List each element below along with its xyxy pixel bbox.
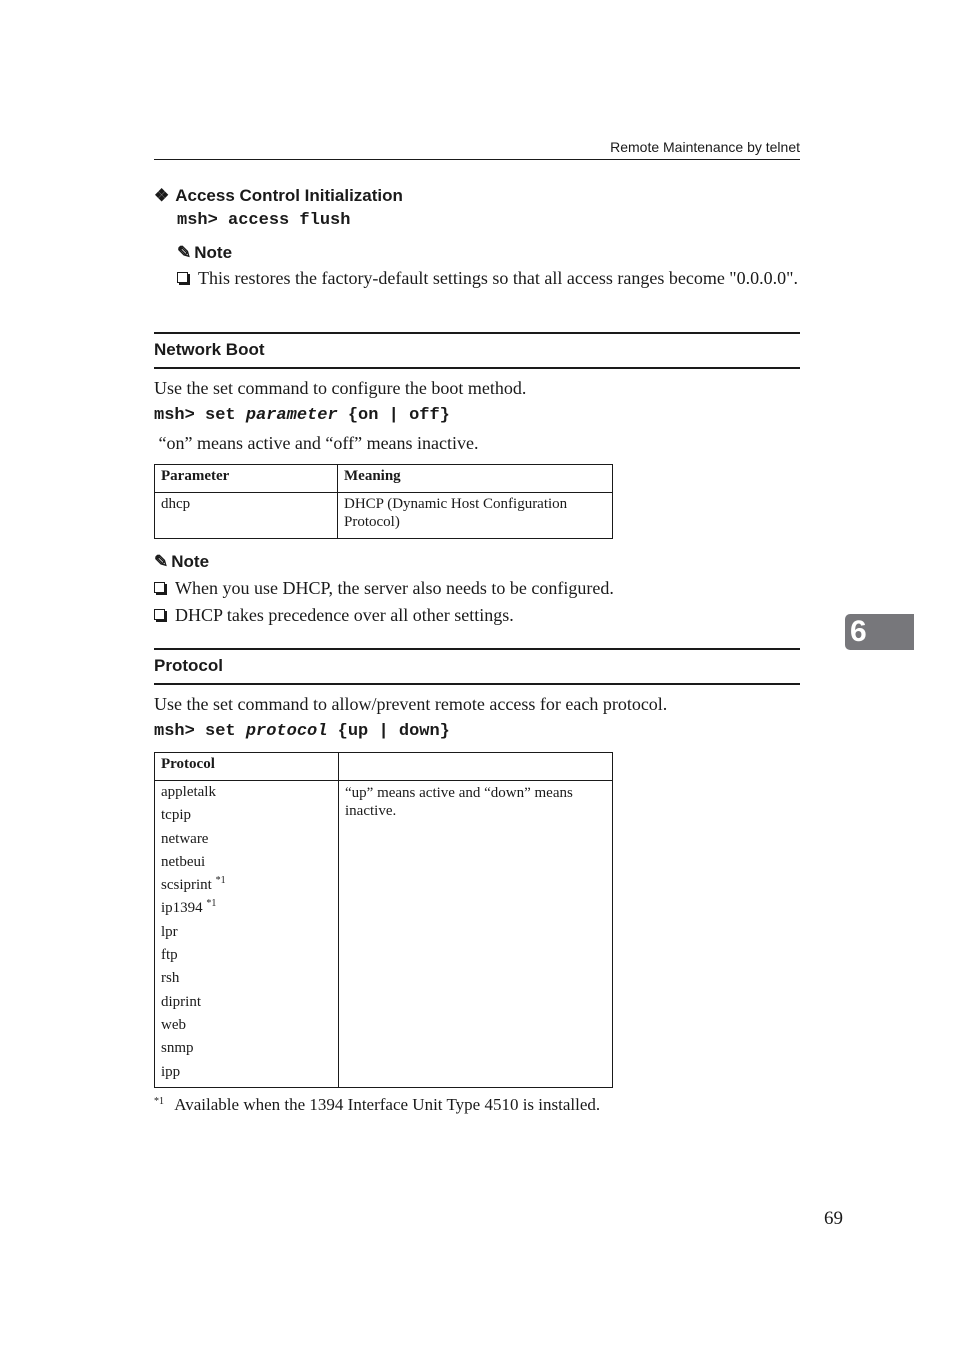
command-suffix: {on | off} [337,406,450,425]
table-row [155,493,613,539]
protocol-list [161,781,332,1084]
list-item: rsh [161,970,180,987]
table-header-row [155,465,613,493]
network-boot-heading: Network Boot [154,340,265,359]
footnote-marker: *1 [206,898,217,910]
pencil-icon: ✎ [177,243,192,262]
protocol-command [154,722,450,741]
note-label-1: Note [194,243,233,262]
list-item: netbeui [161,853,206,870]
list-item: tcpip [161,807,191,824]
list-item: diprint [161,993,201,1010]
protocol-table [154,752,613,1088]
network-boot-bottom-rule [154,367,800,369]
access-control-heading [154,186,403,206]
table-header-row [155,753,613,781]
note-item-dhcp-precedence [154,605,514,626]
parameter-table [154,464,613,539]
column-header-blank [339,753,613,781]
command-prefix: msh> set [154,406,246,425]
list-item: ipp [161,1063,181,1080]
access-control-heading-text: Access Control Initialization [175,186,403,205]
network-boot-intro: Use the set command to configure the boot method. [154,378,527,398]
protocol-heading: Protocol [154,656,223,675]
table-row [155,781,613,1088]
list-item: lpr [161,923,178,940]
footnote-text: Available when the 1394 Interface Unit Type 4510 is installed. [174,1095,601,1114]
column-header-meaning: Meaning [338,465,613,493]
note-item-dhcp-server [154,578,614,599]
note-label-2: Note [171,552,210,571]
footnote-marker: *1 [154,1096,164,1107]
cell-meaning: DHCP (Dynamic Host Configuration Protocol) [338,493,613,539]
note-item-dhcp-server-text: When you use DHCP, the server also needs to be configured. [175,578,614,598]
chapter-tab [845,614,914,650]
access-flush-command: msh> access flush [177,211,351,230]
note-item-access [177,268,800,289]
footnote-marker: *1 [215,875,226,887]
network-boot-explain: “on” means active and “off” means inactive. [154,433,479,453]
note-item-dhcp-precedence-text: DHCP takes precedence over all other settings. [175,605,514,625]
protocol-intro: Use the set command to allow/prevent remote access for each protocol. [154,694,668,714]
chapter-number: 6 [850,615,867,648]
command-param: protocol [245,722,328,741]
pencil-icon: ✎ [154,552,169,571]
checkbox-bullet-icon [154,582,165,593]
column-header-parameter: Parameter [155,465,338,493]
protocol-list-cell [155,781,339,1088]
list-item: snmp [161,1040,194,1057]
network-boot-command [154,406,450,425]
protocol-top-rule [154,648,800,650]
note-heading-2 [154,552,209,572]
command-param: parameter [245,406,338,425]
header-rule [154,159,800,160]
list-item: ftp [161,947,178,964]
checkbox-bullet-icon [154,609,165,620]
command-suffix: {up | down} [327,722,450,741]
protocol-meaning-cell: “up” means active and “down” means inactive. [339,781,613,1088]
page-number: 69 [824,1208,843,1229]
protocol-bottom-rule [154,683,800,685]
list-item-with-footnote [161,874,332,897]
network-boot-top-rule [154,332,800,334]
cell-parameter: dhcp [155,493,338,539]
note-heading-1 [177,243,232,263]
list-item: netware [161,830,209,847]
command-prefix: msh> set [154,722,246,741]
column-header-protocol: Protocol [155,753,339,781]
note-item-access-text: This restores the factory-default settings so that all access ranges become "0.0.0.0". [198,268,799,288]
list-item: appletalk [161,784,216,800]
list-item-text: scsiprint [161,877,212,894]
footnote [154,1094,600,1115]
list-item: web [161,1016,186,1033]
list-item-text: ip1394 [161,900,203,917]
list-item-with-footnote [161,897,332,920]
running-header: Remote Maintenance by telnet [610,139,800,155]
checkbox-bullet-icon [177,272,188,283]
diamond-bullet-icon: ❖ [154,186,170,205]
